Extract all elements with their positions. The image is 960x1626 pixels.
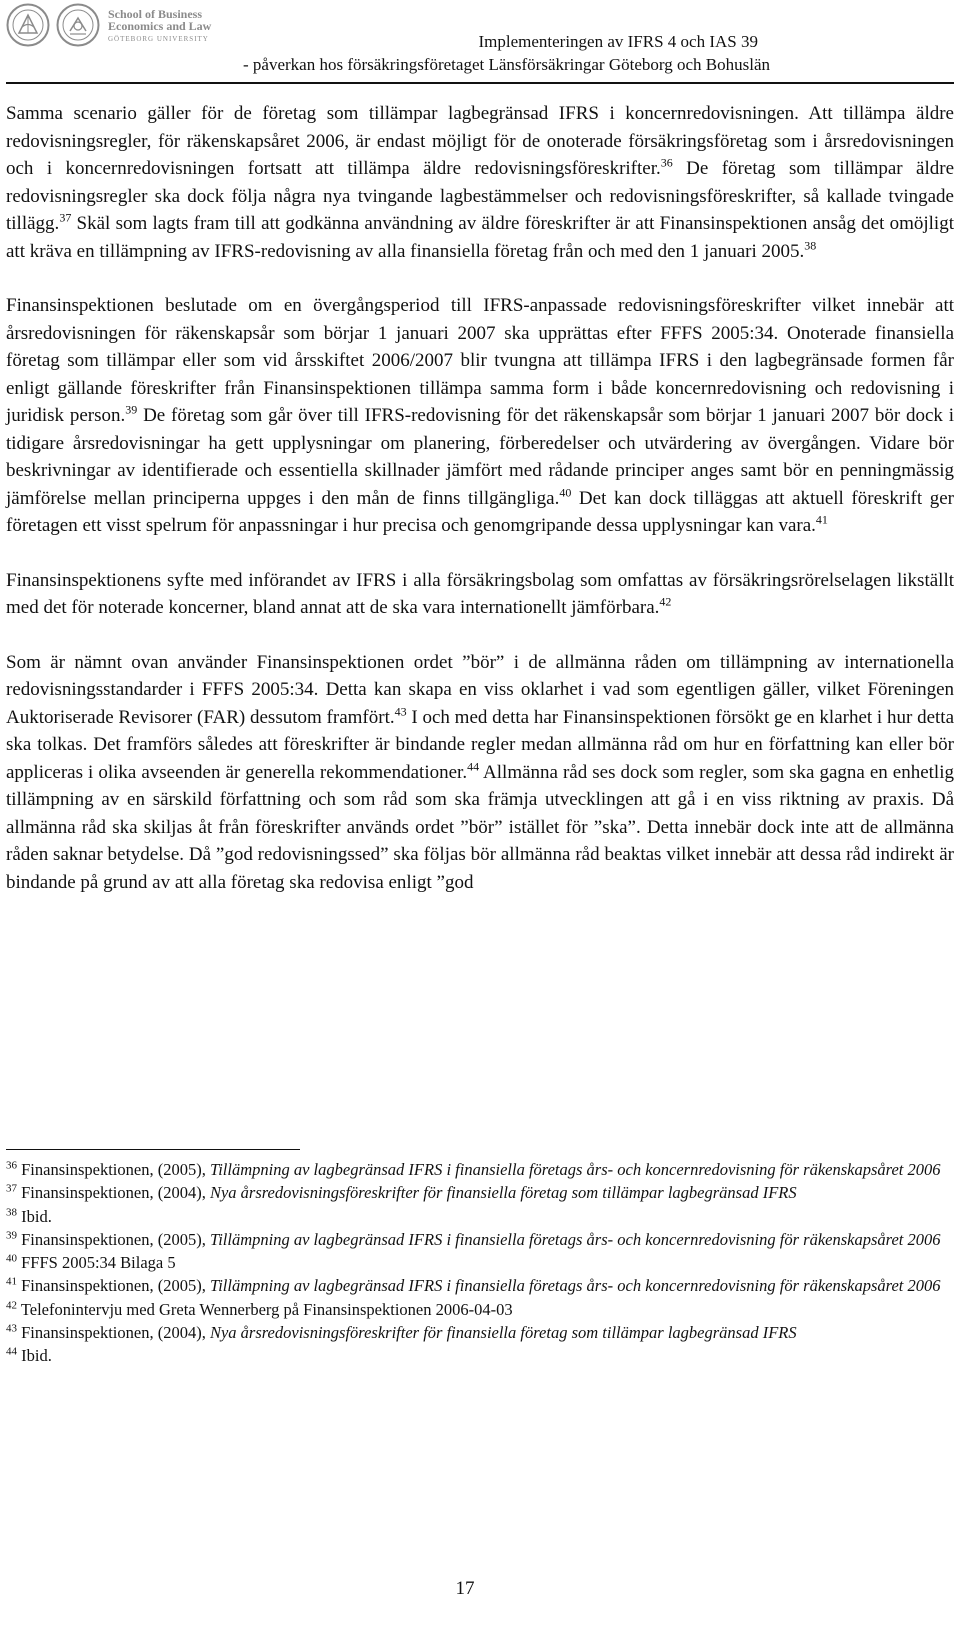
body-text: [6, 100, 954, 923]
header-rule: [6, 82, 954, 84]
paragraph-2: [6, 292, 954, 540]
school-name-line2: Economics and Law: [108, 19, 212, 33]
footnote-title: Tillämpning av lagbegränsad IFRS i finansiella företags års- och koncernredovisning för räkenskapsåret 2006: [209, 1229, 941, 1249]
page-header: [6, 2, 954, 82]
school-name-line1: School of Business: [108, 7, 203, 21]
footnote-title: Nya årsredovisningsföreskrifter för finansiella företag som tillämpar lagbegränsad IFRS: [209, 1323, 797, 1343]
paragraph-text: I och med detta har Finansinspektionen försökt ge en klarhet i hur detta ska tolkas. Det framförs således att föreskrifter är bindande regler medan allmänna råd om hur en författning kan eller bör appliceras i olika avseenden är generella rekommendationer.: [6, 706, 954, 783]
footnote-number: 37: [6, 1182, 17, 1195]
footnote-ref: 37: [59, 210, 72, 225]
footnote-source: Finansinspektionen, (2004),: [17, 1323, 210, 1343]
footnote-number: 43: [6, 1322, 17, 1335]
paragraph-text: Som är nämnt ovan använder Finansinspektionen ordet ”bör” i de allmänna råden om tillämpning av internationella redovisningsstandarder i FFFS 2005:34. Detta kan skapa en viss oklarhet i vad som egentligen gäller, vilket Föreningen Auktoriserade Revisorer (FAR) dessutom framfört.: [6, 651, 954, 728]
footnote-number: 38: [6, 1206, 17, 1219]
footnote-ref: 38: [804, 238, 817, 253]
paragraph-text: Skäl som lagts fram till att godkänna användning av äldre föreskrifter är att Finansinspektionen ansåg det omöjligt att kräva en tillämpning av IFRS-redovisning av alla finansiella företag från och med den 1 januari 2005.: [6, 213, 954, 262]
footnote-number: 41: [6, 1275, 17, 1288]
footnote-source: Finansinspektionen, (2005),: [17, 1276, 210, 1296]
paragraph-text: Finansinspektionens syfte med införandet av IFRS i alla försäkringsbolag som omfattas av försäkringsrörelselagen likställt med det för noterade koncerner, bland annat att de ska vara internationellt jämförbara.: [6, 569, 954, 618]
footnote-41: [6, 1274, 954, 1297]
paragraph-text: Allmänna råd ses dock som regler, som ska gagna en enhetlig tillämpning av en särskild författning och som råd som ska främja utvecklingen att gå i en viss riktning av praxis. Då allmänna råd ska skiljas åt från föreskrifter används ordet ”bör” istället för ”ska”. Detta innebär dock inte att de allmänna råden saknar betydelse. Då ”god redovisningssed” ska följas bör allmänna råd beaktas vilket innebär att dessa råd indirekt är bindande på grund av att alla företag ska redovisa enligt ”god: [6, 761, 954, 893]
paragraph-4: [6, 649, 954, 897]
footnote-ref: 44: [467, 759, 480, 774]
school-name-line3: GÖTEBORG UNIVERSITY: [108, 35, 209, 43]
paragraph-text: Det kan dock tilläggas att aktuell föreskrift ger företagen ett visst spelrum för anpassningar i hur precisa och genomgripande dessa upplysningar kan vara.: [6, 487, 954, 536]
running-subtitle: - påverkan hos försäkringsföretaget Länsförsäkringar Göteborg och Bohuslän: [243, 55, 770, 74]
footnotes: [6, 1158, 954, 1368]
footnote-ref: 42: [659, 594, 672, 609]
footnote-source: Finansinspektionen, (2005),: [17, 1229, 210, 1249]
footnote-ref: 36: [660, 155, 673, 170]
paragraph-text: Finansinspektionen beslutade om en övergångsperiod till IFRS-anpassade redovisningsföreskrifter vilket innebär att årsredovisningen för räkenskapsår som börjar 1 januari 2007 ska upprättas efter FFFS 2005:34. Onoterade finansiella företag som tillämpar eller som vid årsskiftet 2006/2007 blir tvungna att tillämpa IFRS i den lagbegränsade formen får enligt gällande föreskrifter från Finansinspektionen tillämpa samma form i både koncernredovisning och redovisning i juridisk person.: [6, 295, 954, 426]
footnote-number: 42: [6, 1299, 17, 1312]
footnote-number: 44: [6, 1345, 17, 1358]
running-title: Implementeringen av IFRS 4 och IAS 39: [478, 32, 758, 51]
footnote-44: [6, 1344, 954, 1367]
footnote-36: [6, 1158, 954, 1181]
footnote-number: 39: [6, 1229, 17, 1242]
footnote-source: Ibid.: [17, 1206, 52, 1226]
footnote-ref: 40: [559, 485, 572, 500]
paragraph-3: [6, 567, 954, 622]
footnote-title: Nya årsredovisningsföreskrifter för finansiella företag som tillämpar lagbegränsad IFRS: [209, 1183, 797, 1203]
footnote-number: 40: [6, 1252, 17, 1265]
footnote-43: [6, 1321, 954, 1344]
paragraph-text: De företag som går över till IFRS-redovisning för det räkenskapsår som börjar 1 januari 2007 bör dock i tidigare årsredovisningar ha gett upplysningar om planering, förberedelser och utvärdering av övergången. Vidare bör beskrivningar av identifierade och essentiella skillnader jämfört med rådande principer anges samt bör en penningmässig jämförelse mellan principerna uppges i den mån de finns tillgängliga.: [6, 405, 954, 509]
footnote-source: Telefonintervju med Greta Wennerberg på Finansinspektionen 2006-04-03: [17, 1299, 513, 1319]
footnote-38: [6, 1205, 954, 1228]
footnote-source: Ibid.: [17, 1346, 52, 1366]
school-name: [108, 8, 238, 45]
footnote-40: [6, 1251, 954, 1274]
footnote-rule: [6, 1149, 300, 1150]
footnote-title: Tillämpning av lagbegränsad IFRS i finansiella företags års- och koncernredovisning för räkenskapsåret 2006: [209, 1276, 941, 1296]
school-seal-icon: [56, 3, 100, 47]
footnote-number: 36: [6, 1159, 17, 1172]
paragraph-text: De företag som tillämpar äldre redovisningsregler ska dock följa några nya tvingande lagbestämmelser och redovisningsföreskrifter, så kallade tvingade tillägg.: [6, 158, 954, 234]
footnote-ref: 39: [125, 402, 138, 417]
footnote-ref: 43: [394, 704, 407, 719]
footnote-source: Finansinspektionen, (2004),: [17, 1183, 210, 1203]
footnote-ref: 41: [815, 512, 828, 527]
footnote-source: FFFS 2005:34 Bilaga 5: [17, 1253, 176, 1273]
paragraph-1: [6, 100, 954, 265]
paragraph-text: Samma scenario gäller för de företag som tillämpar lagbegränsad IFRS i koncernredovisningen. Att tillämpa äldre redovisningsregler, för räkenskapsåret 2006, är endast möjligt för de onoterade försäkringsföretag som i årsredovisningen och i koncernredovisningen fortsatt att tillämpa äldre redovisningsföreskrifter.: [6, 103, 954, 179]
footnote-37: [6, 1181, 954, 1204]
footnote-39: [6, 1228, 954, 1251]
page-number: 17: [455, 1578, 475, 1599]
footnote-title: Tillämpning av lagbegränsad IFRS i finansiella företags års- och koncernredovisning för räkenskapsåret 2006: [209, 1160, 941, 1179]
footnote-42: [6, 1298, 954, 1321]
university-seal-icon: [6, 3, 50, 47]
footnote-source: Finansinspektionen, (2005),: [17, 1160, 210, 1179]
